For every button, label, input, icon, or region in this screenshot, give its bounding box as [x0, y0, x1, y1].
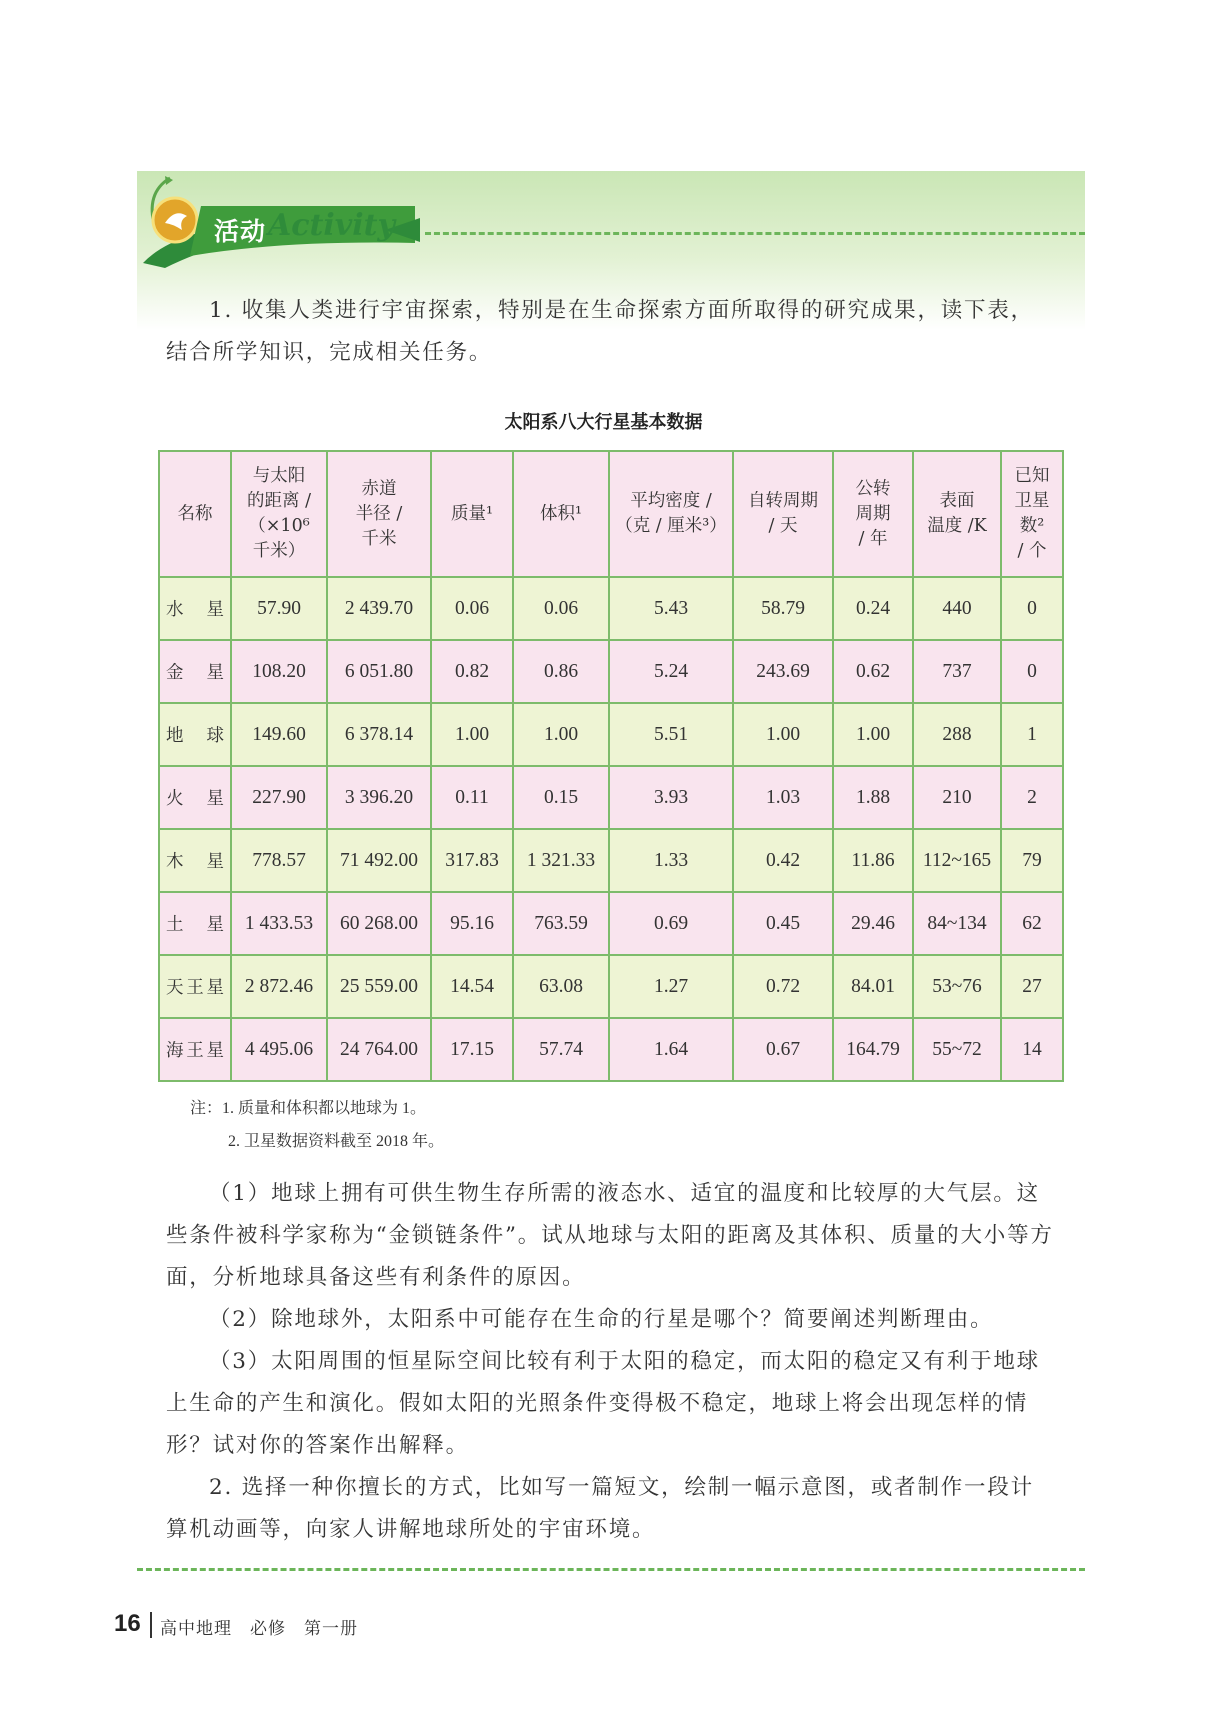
planet-name-cell: 天王星: [159, 955, 231, 1018]
table-cell: 763.59: [513, 892, 609, 955]
table-cell: 0: [1001, 577, 1063, 640]
planet-name-cell: 火 星: [159, 766, 231, 829]
table-cell: 84~134: [913, 892, 1001, 955]
table-cell: 2 872.46: [231, 955, 327, 1018]
table-row: [159, 829, 1063, 892]
table-cell: 79: [1001, 829, 1063, 892]
table-note-2: 2. 卫星数据资料截至 2018 年。: [228, 1133, 445, 1150]
intro-paragraph: 1. 收集人类进行宇宙探索，特别是在生命探索方面所取得的研究成果，读下表，结合所学知识，完成相关任务。: [166, 298, 1034, 365]
table-cell: 1 433.53: [231, 892, 327, 955]
table-header-line: 温度 /K: [927, 516, 987, 536]
table-cell: 0.06: [513, 577, 609, 640]
table-cell: 29.46: [833, 892, 913, 955]
table-cell: 24 764.00: [327, 1018, 431, 1081]
table-header-line: 卫星: [1014, 491, 1050, 511]
table-header-line: 质量¹: [450, 503, 493, 524]
table-cell: 25 559.00: [327, 955, 431, 1018]
table-header-line: / 天: [768, 516, 798, 536]
table-header-line: 平均密度 /: [630, 491, 712, 511]
table-cell: 778.57: [231, 829, 327, 892]
table-header-cell: [833, 451, 913, 577]
table-header-cell: [327, 451, 431, 577]
table-cell: 1.00: [431, 703, 513, 766]
table-header-line: 半径 /: [355, 503, 403, 524]
table-header-cell: [159, 451, 231, 577]
table-header-line: 千米: [361, 528, 397, 549]
table-cell: 2 439.70: [327, 577, 431, 640]
table-cell: 5.51: [609, 703, 733, 766]
table-header-line: 千米）: [252, 541, 306, 561]
table-cell: 1: [1001, 703, 1063, 766]
table-cell: 0.82: [431, 640, 513, 703]
table-cell: 0.15: [513, 766, 609, 829]
table-cell: 1 321.33: [513, 829, 609, 892]
table-cell: 5.24: [609, 640, 733, 703]
table-cell: 149.60: [231, 703, 327, 766]
table-cell: 5.43: [609, 577, 733, 640]
table-cell: 0.69: [609, 892, 733, 955]
table-cell: 1.33: [609, 829, 733, 892]
planet-name-cell: 水 星: [159, 577, 231, 640]
table-cell: 6 378.14: [327, 703, 431, 766]
table-header-line: 已知: [1014, 466, 1050, 486]
table-row: [159, 1018, 1063, 1081]
table-row: [159, 766, 1063, 829]
table-header-line: （×10⁶: [248, 516, 310, 536]
banner-dashed-line: [425, 232, 1085, 235]
table-header-line: / 个: [1017, 541, 1047, 561]
table-cell: 0: [1001, 640, 1063, 703]
table-row: [159, 892, 1063, 955]
table-cell: 1.00: [733, 703, 833, 766]
table-cell: 0.62: [833, 640, 913, 703]
table-header-line: 体积¹: [539, 503, 582, 524]
table-cell: 53~76: [913, 955, 1001, 1018]
table-header-line: 赤道: [361, 478, 397, 499]
table-cell: 108.20: [231, 640, 327, 703]
table-cell: 0.86: [513, 640, 609, 703]
question-2: （2）除地球外，太阳系中可能存在生命的行星是哪个？简要阐述判断理由。: [209, 1307, 994, 1332]
planet-name-cell: 木 星: [159, 829, 231, 892]
table-cell: 0.42: [733, 829, 833, 892]
table-cell: 317.83: [431, 829, 513, 892]
table-cell: 84.01: [833, 955, 913, 1018]
planet-data-table: [158, 450, 1064, 1082]
footer-dashed-line: [137, 1568, 1085, 1571]
table-title: 太阳系八大行星基本数据: [504, 412, 703, 433]
table-header-row: [159, 451, 1063, 577]
planet-name-cell: 土 星: [159, 892, 231, 955]
table-header-line: 表面: [939, 491, 975, 511]
table-cell: 227.90: [231, 766, 327, 829]
table-cell: 58.79: [733, 577, 833, 640]
table-header-cell: [431, 451, 513, 577]
table-cell: 14.54: [431, 955, 513, 1018]
table-cell: 60 268.00: [327, 892, 431, 955]
table-header-line: 公转: [855, 478, 891, 499]
table-header-cell: [513, 451, 609, 577]
table-cell: 55~72: [913, 1018, 1001, 1081]
table-cell: 737: [913, 640, 1001, 703]
table-cell: 0.72: [733, 955, 833, 1018]
table-cell: 0.11: [431, 766, 513, 829]
table-cell: 4 495.06: [231, 1018, 327, 1081]
table-header-cell: [609, 451, 733, 577]
page-number: 16: [114, 1610, 141, 1637]
table-cell: 3 396.20: [327, 766, 431, 829]
planet-name-cell: 地 球: [159, 703, 231, 766]
table-cell: 1.03: [733, 766, 833, 829]
planet-name-cell: 金 星: [159, 640, 231, 703]
table-cell: 1.00: [513, 703, 609, 766]
table-cell: 0.06: [431, 577, 513, 640]
table-cell: 57.74: [513, 1018, 609, 1081]
footer-divider: [150, 1612, 152, 1638]
table-header-line: （克 / 厘米³）: [615, 516, 727, 536]
table-header-line: 周期: [855, 503, 891, 524]
planet-name-cell: 海王星: [159, 1018, 231, 1081]
table-cell: 17.15: [431, 1018, 513, 1081]
table-header-line: 数²: [1019, 516, 1045, 536]
question-1: （1）地球上拥有可供生物生存所需的液态水、适宜的温度和比较厚的大气层。这些条件被科学家称为“金锁链条件”。试从地球与太阳的距离及其体积、质量的大小等方面，分析地球具备这些有利条件的原因。: [166, 1181, 1054, 1290]
table-cell: 1.88: [833, 766, 913, 829]
table-cell: 288: [913, 703, 1001, 766]
table-cell: 1.64: [609, 1018, 733, 1081]
table-cell: 1.27: [609, 955, 733, 1018]
table-header-line: 的距离 /: [247, 491, 311, 511]
table-cell: 6 051.80: [327, 640, 431, 703]
table-cell: 57.90: [231, 577, 327, 640]
table-cell: 164.79: [833, 1018, 913, 1081]
table-cell: 71 492.00: [327, 829, 431, 892]
table-cell: 0.67: [733, 1018, 833, 1081]
table-cell: 63.08: [513, 955, 609, 1018]
table-cell: 11.86: [833, 829, 913, 892]
table-cell: 14: [1001, 1018, 1063, 1081]
table-cell: 27: [1001, 955, 1063, 1018]
table-cell: 3.93: [609, 766, 733, 829]
table-cell: 440: [913, 577, 1001, 640]
table-cell: 95.16: [431, 892, 513, 955]
table-cell: 243.69: [733, 640, 833, 703]
table-header-cell: [913, 451, 1001, 577]
table-header-cell: [1001, 451, 1063, 577]
table-cell: 210: [913, 766, 1001, 829]
table-row: [159, 955, 1063, 1018]
activity-title-en: Activity: [268, 208, 395, 243]
table-cell: 112~165: [913, 829, 1001, 892]
table-note-1: 注：1. 质量和体积都以地球为 1。: [190, 1100, 427, 1117]
table-row: [159, 703, 1063, 766]
table-row: [159, 640, 1063, 703]
table-cell: 62: [1001, 892, 1063, 955]
table-cell: 0.24: [833, 577, 913, 640]
table-row: [159, 577, 1063, 640]
table-header-line: 名称: [177, 503, 213, 524]
table-header-line: 与太阳: [252, 466, 306, 486]
table-header-cell: [231, 451, 327, 577]
book-title: 高中地理 必修 第一册: [160, 1619, 358, 1639]
table-cell: 2: [1001, 766, 1063, 829]
activity-title-cn: 活动: [214, 217, 267, 246]
table-header-line: 自转周期: [748, 491, 818, 511]
table-cell: 1.00: [833, 703, 913, 766]
task-2: 2. 选择一种你擅长的方式，比如写一篇短文，绘制一幅示意图，或者制作一段计算机动画等，向家人讲解地球所处的宇宙环境。: [166, 1475, 1034, 1542]
question-3: （3）太阳周围的恒星际空间比较有利于太阳的稳定，而太阳的稳定又有利于地球上生命的产生和演化。假如太阳的光照条件变得极不稳定，地球上将会出现怎样的情形？试对你的答案作出解释。: [166, 1349, 1040, 1458]
table-cell: 0.45: [733, 892, 833, 955]
table-header-line: / 年: [858, 528, 888, 549]
table-header-cell: [733, 451, 833, 577]
